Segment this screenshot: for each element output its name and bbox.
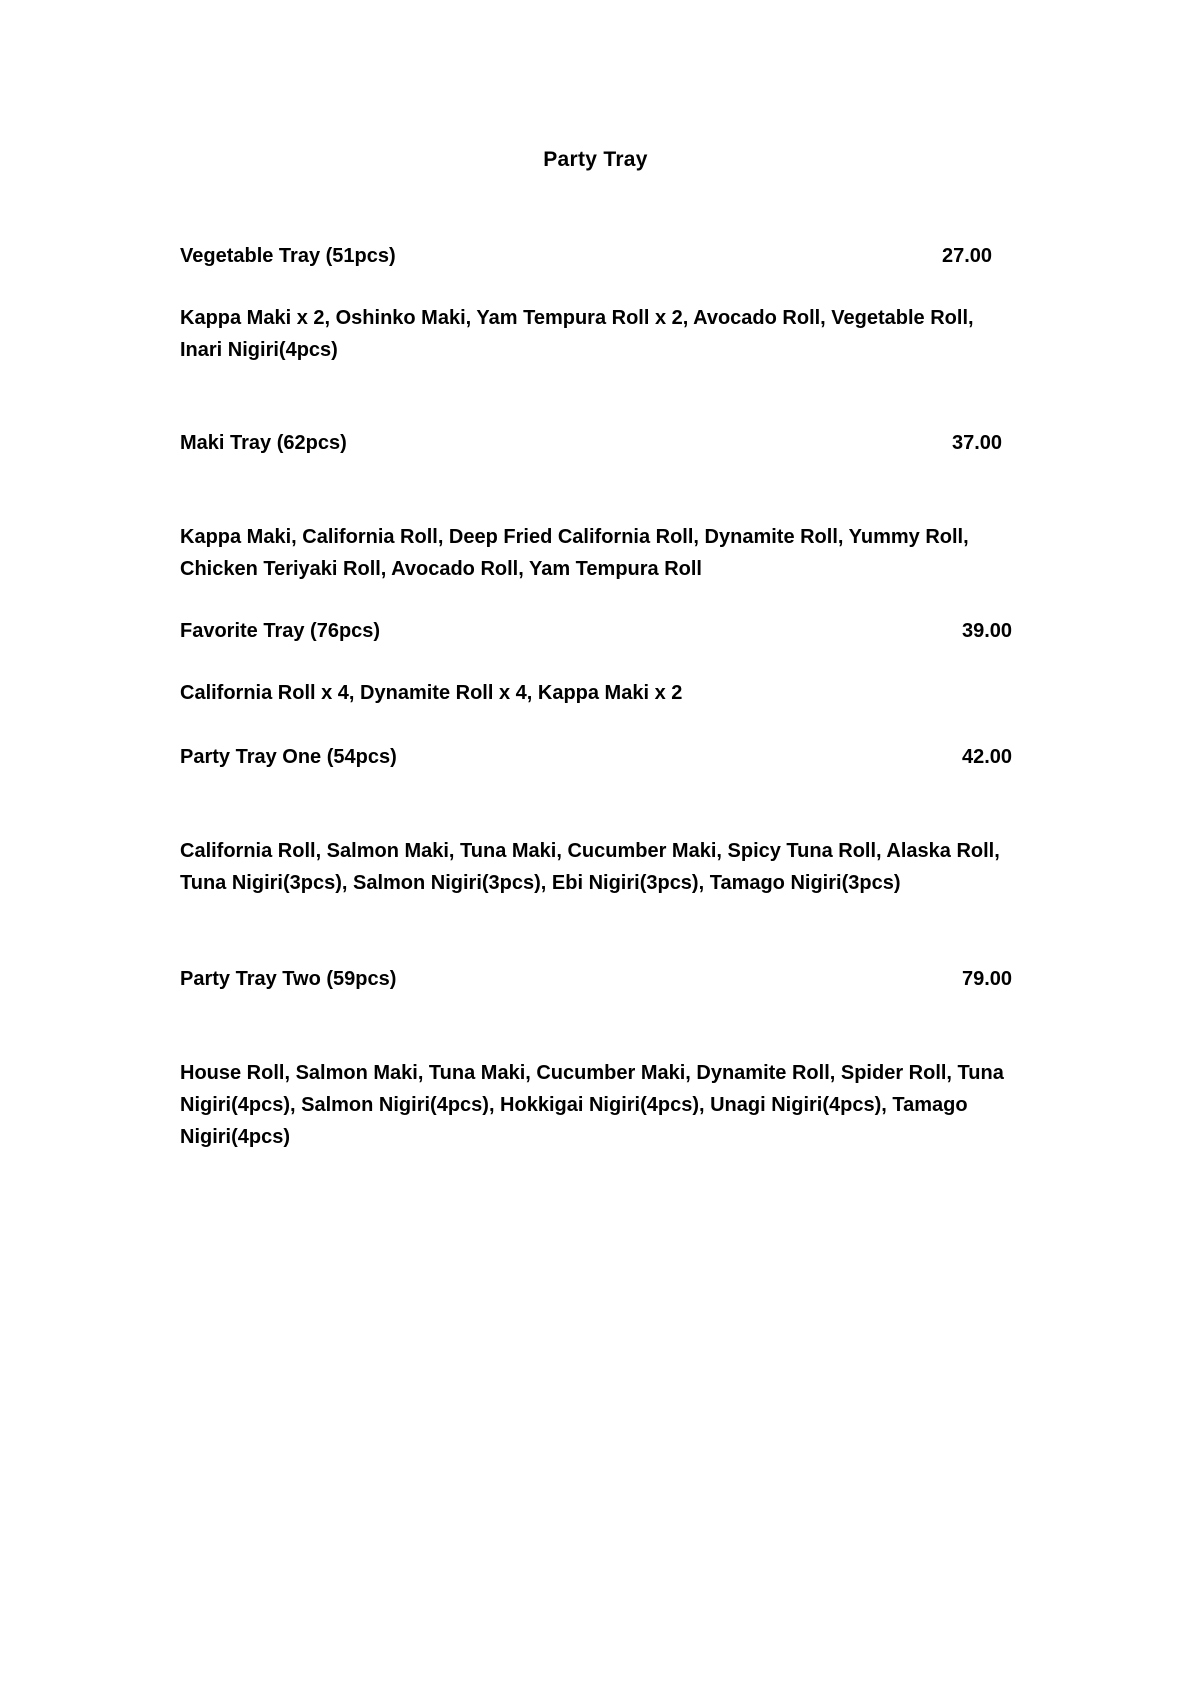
item-price: 42.00 [962,746,1013,768]
item-name: Vegetable Tray (51pcs) [180,245,396,267]
menu-item-header [180,964,1013,994]
item-name: Favorite Tray (76pcs) [180,620,381,642]
item-description: Kappa Maki, California Roll, Deep Fried California Roll, Dynamite Roll, Yummy Roll, Chicken Teriyaki Roll, Avocado Roll, Yam Tempura Roll [180,526,969,580]
item-price: 37.00 [952,432,1003,454]
item-price: 39.00 [962,620,1013,642]
item-description: California Roll, Salmon Maki, Tuna Maki, Cucumber Maki, Spicy Tuna Roll, Alaska Roll, Tuna Nigiri(3pcs), Salmon Nigiri(3pcs), Ebi Nigiri(3pcs), Tamago Nigiri(3pcs) [180,840,1000,894]
item-name: Party Tray Two (59pcs) [180,968,397,990]
item-price: 79.00 [962,968,1013,990]
item-name: Maki Tray (62pcs) [180,432,347,454]
menu-item-header [180,241,993,271]
item-price: 27.00 [942,245,993,267]
menu-item-header [180,616,1013,646]
menu-item-header [180,742,1013,772]
item-description: House Roll, Salmon Maki, Tuna Maki, Cucumber Maki, Dynamite Roll, Spider Roll, Tuna Nigiri(4pcs), Salmon Nigiri(4pcs), Hokkigai Nigiri(4pcs), Unagi Nigiri(4pcs), Tamago Nigiri(4pcs) [180,1062,1004,1148]
item-description: California Roll x 4, Dynamite Roll x 4, Kappa Maki x 2 [180,682,683,704]
page-title: Party Tray [543,148,648,171]
item-name: Party Tray One (54pcs) [180,746,397,768]
menu-item-header [180,428,1003,458]
item-description: Kappa Maki x 2, Oshinko Maki, Yam Tempura Roll x 2, Avocado Roll, Vegetable Roll, Inari Nigiri(4pcs) [180,307,974,361]
